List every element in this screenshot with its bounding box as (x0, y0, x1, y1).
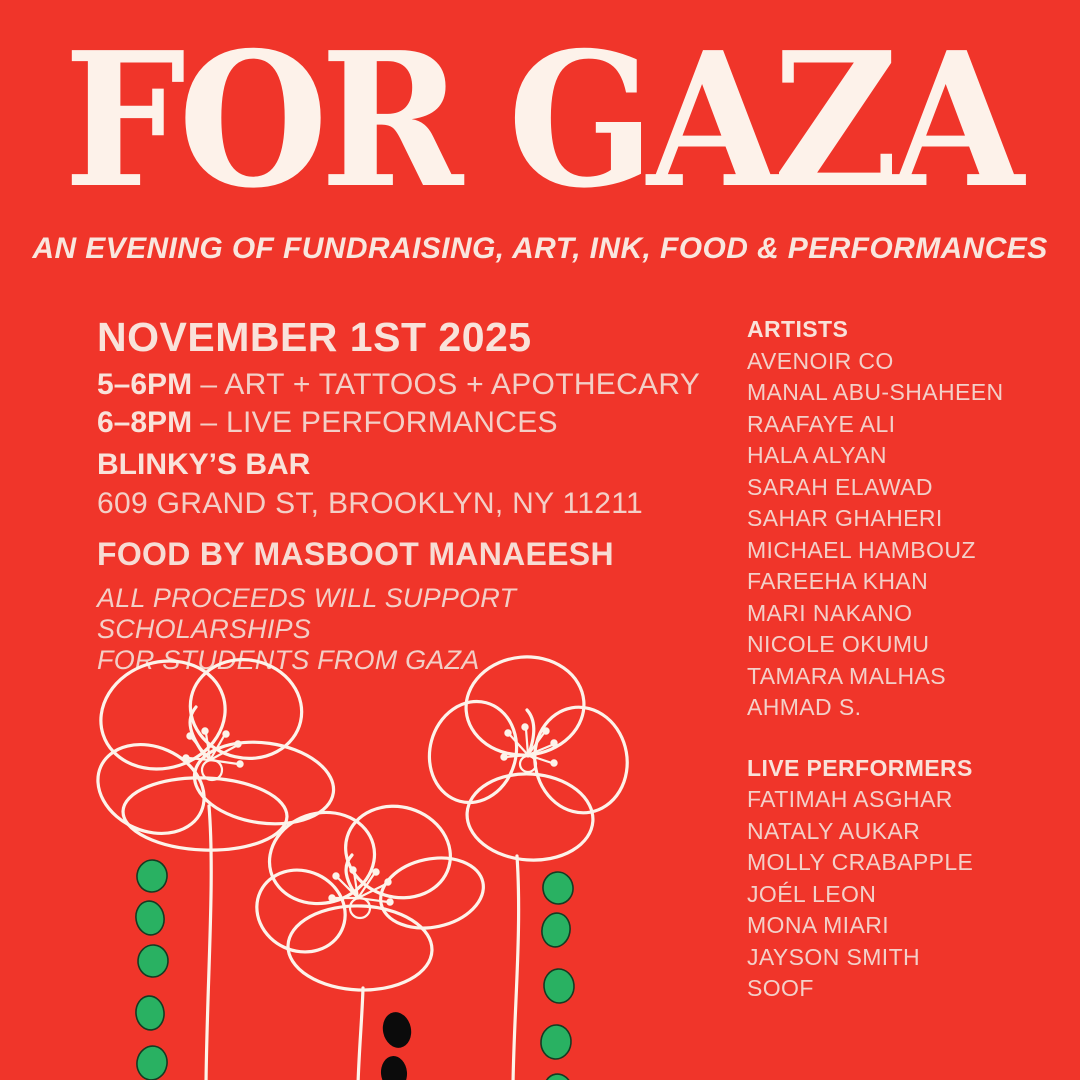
performer-name: MONA MIARI (747, 912, 890, 938)
artist-name: RAAFAYE ALI (747, 410, 896, 437)
performer-name: JOÉL LEON (747, 880, 877, 907)
stamen-icon (183, 728, 242, 780)
artist-name: MICHAEL HAMBOUZ (747, 536, 976, 563)
schedule-desc: – LIVE PERFORMANCES (200, 406, 558, 439)
schedule-line-2 (97, 406, 558, 440)
artist-name: MARI NAKANO (747, 599, 913, 626)
venue-address: 609 GRAND ST, BROOKLYN, NY 11211 (97, 487, 643, 520)
black-dot (380, 1009, 415, 1050)
proceeds-line: ALL PROCEEDS WILL SUPPORT SCHOLARSHIPS (97, 583, 517, 644)
artist-name: TAMARA MALHAS (747, 662, 947, 689)
performer-name: SOOF (747, 975, 814, 1001)
stem-line (358, 988, 363, 1080)
schedule-line-1 (97, 368, 700, 402)
artist-name: FAREEHA KHAN (747, 568, 929, 594)
artist-name: NICOLE OKUMU (747, 631, 930, 657)
poster-title: FOR GAZA (63, 11, 1017, 229)
artist-name: SAHAR GHAHERI (747, 505, 943, 531)
stem-line (206, 806, 211, 1080)
artists-heading: ARTISTS (747, 316, 849, 342)
schedule-time: 6–8PM (97, 406, 193, 439)
black-dots (380, 1009, 415, 1080)
stem-line (513, 856, 519, 1080)
performer-name: NATALY AUKAR (747, 817, 921, 844)
artist-name: SARAH ELAWAD (747, 473, 933, 500)
venue-name: BLINKY’S BAR (97, 448, 311, 481)
artist-name: AHMAD S. (747, 694, 862, 720)
event-date: NOVEMBER 1ST 2025 (97, 314, 532, 360)
performer-name: FATIMAH ASGHAR (747, 786, 953, 812)
artist-name: HALA ALYAN (747, 442, 887, 468)
artist-name: MANAL ABU-SHAHEEN (747, 379, 1004, 405)
poppy-flower-icon (418, 652, 635, 864)
food-vendor: FOOD BY MASBOOT MANAEESH (97, 536, 614, 572)
poppy-illustration (0, 620, 1080, 1080)
green-dot-column-right (539, 870, 575, 1080)
schedule-time: 5–6PM (97, 368, 193, 401)
poster-subtitle: AN EVENING OF FUNDRAISING, ART, INK, FOOD & PERFORMANCES (32, 232, 1048, 265)
green-dot-column-left (133, 858, 169, 1080)
performer-name: JAYSON SMITH (747, 943, 921, 970)
performers-heading: LIVE PERFORMERS (747, 754, 973, 781)
artist-name: AVENOIR CO (747, 347, 894, 374)
schedule-desc: – ART + TATTOOS + APOTHECARY (200, 368, 701, 401)
performer-name: MOLLY CRABAPPLE (747, 849, 974, 875)
proceeds-line: FOR STUDENTS FROM GAZA (97, 645, 480, 675)
black-dot (380, 1055, 409, 1080)
